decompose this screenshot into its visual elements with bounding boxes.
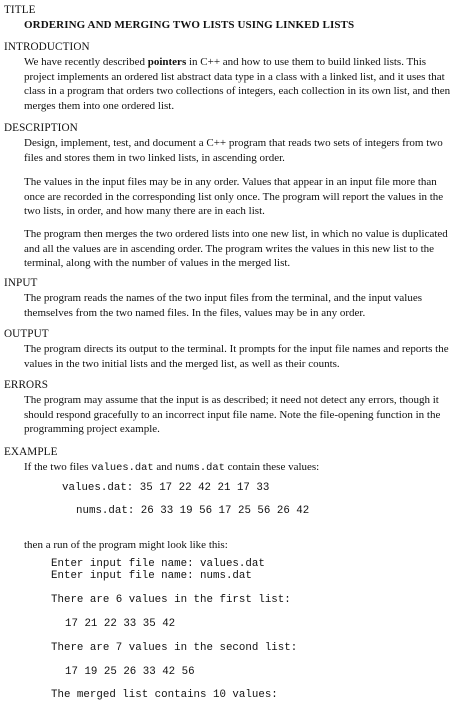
input-paragraph: The program reads the names of the two input files from the terminal, and the input values themselves from the two named files. In the files, values may be in any order. — [24, 292, 423, 319]
values-file-contents: values.dat: 35 17 22 42 21 17 33 — [62, 482, 270, 494]
run-intro: then a run of the program might look like this: — [24, 539, 228, 551]
example-intro-text-1: If the two files — [24, 461, 92, 473]
example-heading: EXAMPLE — [4, 446, 58, 458]
first-list-count: There are 6 values in the first list: — [51, 594, 291, 606]
example-intro — [24, 460, 458, 476]
introduction-heading: INTRODUCTION — [4, 41, 90, 53]
title-heading: TITLE — [4, 4, 36, 16]
prompt-line-1: Enter input file name: values.dat — [51, 558, 265, 570]
example-intro-text-2: and — [153, 461, 175, 473]
errors-heading: ERRORS — [4, 379, 49, 391]
description-heading: DESCRIPTION — [4, 122, 78, 134]
example-intro-text-3: contain these values: — [224, 461, 320, 473]
description-paragraph-2: The values in the input files may be in any order. Values that appear in an input file more than once are recorded in the corresponding list only once. The program will report the values in the two lists, in order, and how many there are in each list. — [24, 176, 444, 218]
second-list-values: 17 19 25 26 33 42 56 — [65, 666, 195, 678]
merged-list-count: The merged list contains 10 values: — [51, 689, 278, 701]
nums-file-contents: nums.dat: 26 33 19 56 17 25 56 26 42 — [76, 505, 310, 517]
description-paragraph-1: Design, implement, test, and document a C++ program that reads two sets of integers from two files and stores them in two linked lists, in ascending order. — [24, 137, 443, 164]
document-title: ORDERING AND MERGING TWO LISTS USING LINKED LISTS — [24, 19, 355, 31]
output-heading: OUTPUT — [4, 328, 49, 340]
prompt-line-2: Enter input file name: nums.dat — [51, 570, 252, 582]
intro-text-1: We have recently described — [24, 56, 148, 68]
description-paragraph-3: The program then merges the two ordered lists into one new list, in which no value is duplicated and all the values are in ascending order. The program writes the values in this new list to the terminal, along with the number of values in the merged list. — [24, 228, 448, 270]
first-list-values: 17 21 22 33 35 42 — [65, 618, 176, 630]
errors-paragraph: The program may assume that the input is as described; it need not detect any errors, though it should respond gracefully to an incorrect input file name. Note the file-opening function in the programming project example. — [24, 394, 441, 436]
second-list-count: There are 7 values in the second list: — [51, 642, 298, 654]
file-name-values: values.dat — [91, 462, 154, 474]
intro-text-2: in C++ and how to use them to build linked lists. This project implements an ordered list abstract data type in a class with a linked list, and it uses that class in a program that orders two collections of integers, each collection in its own list, and then merges them into one ordered list. — [24, 56, 451, 112]
input-heading: INPUT — [4, 277, 38, 289]
file-name-nums: nums.dat — [174, 462, 225, 474]
intro-bold-term: pointers — [147, 56, 187, 68]
output-paragraph: The program directs its output to the terminal. It prompts for the input file names and reports the values in the two initial lists and the merged list, as well as their counts. — [24, 343, 449, 370]
introduction-paragraph — [24, 55, 458, 113]
